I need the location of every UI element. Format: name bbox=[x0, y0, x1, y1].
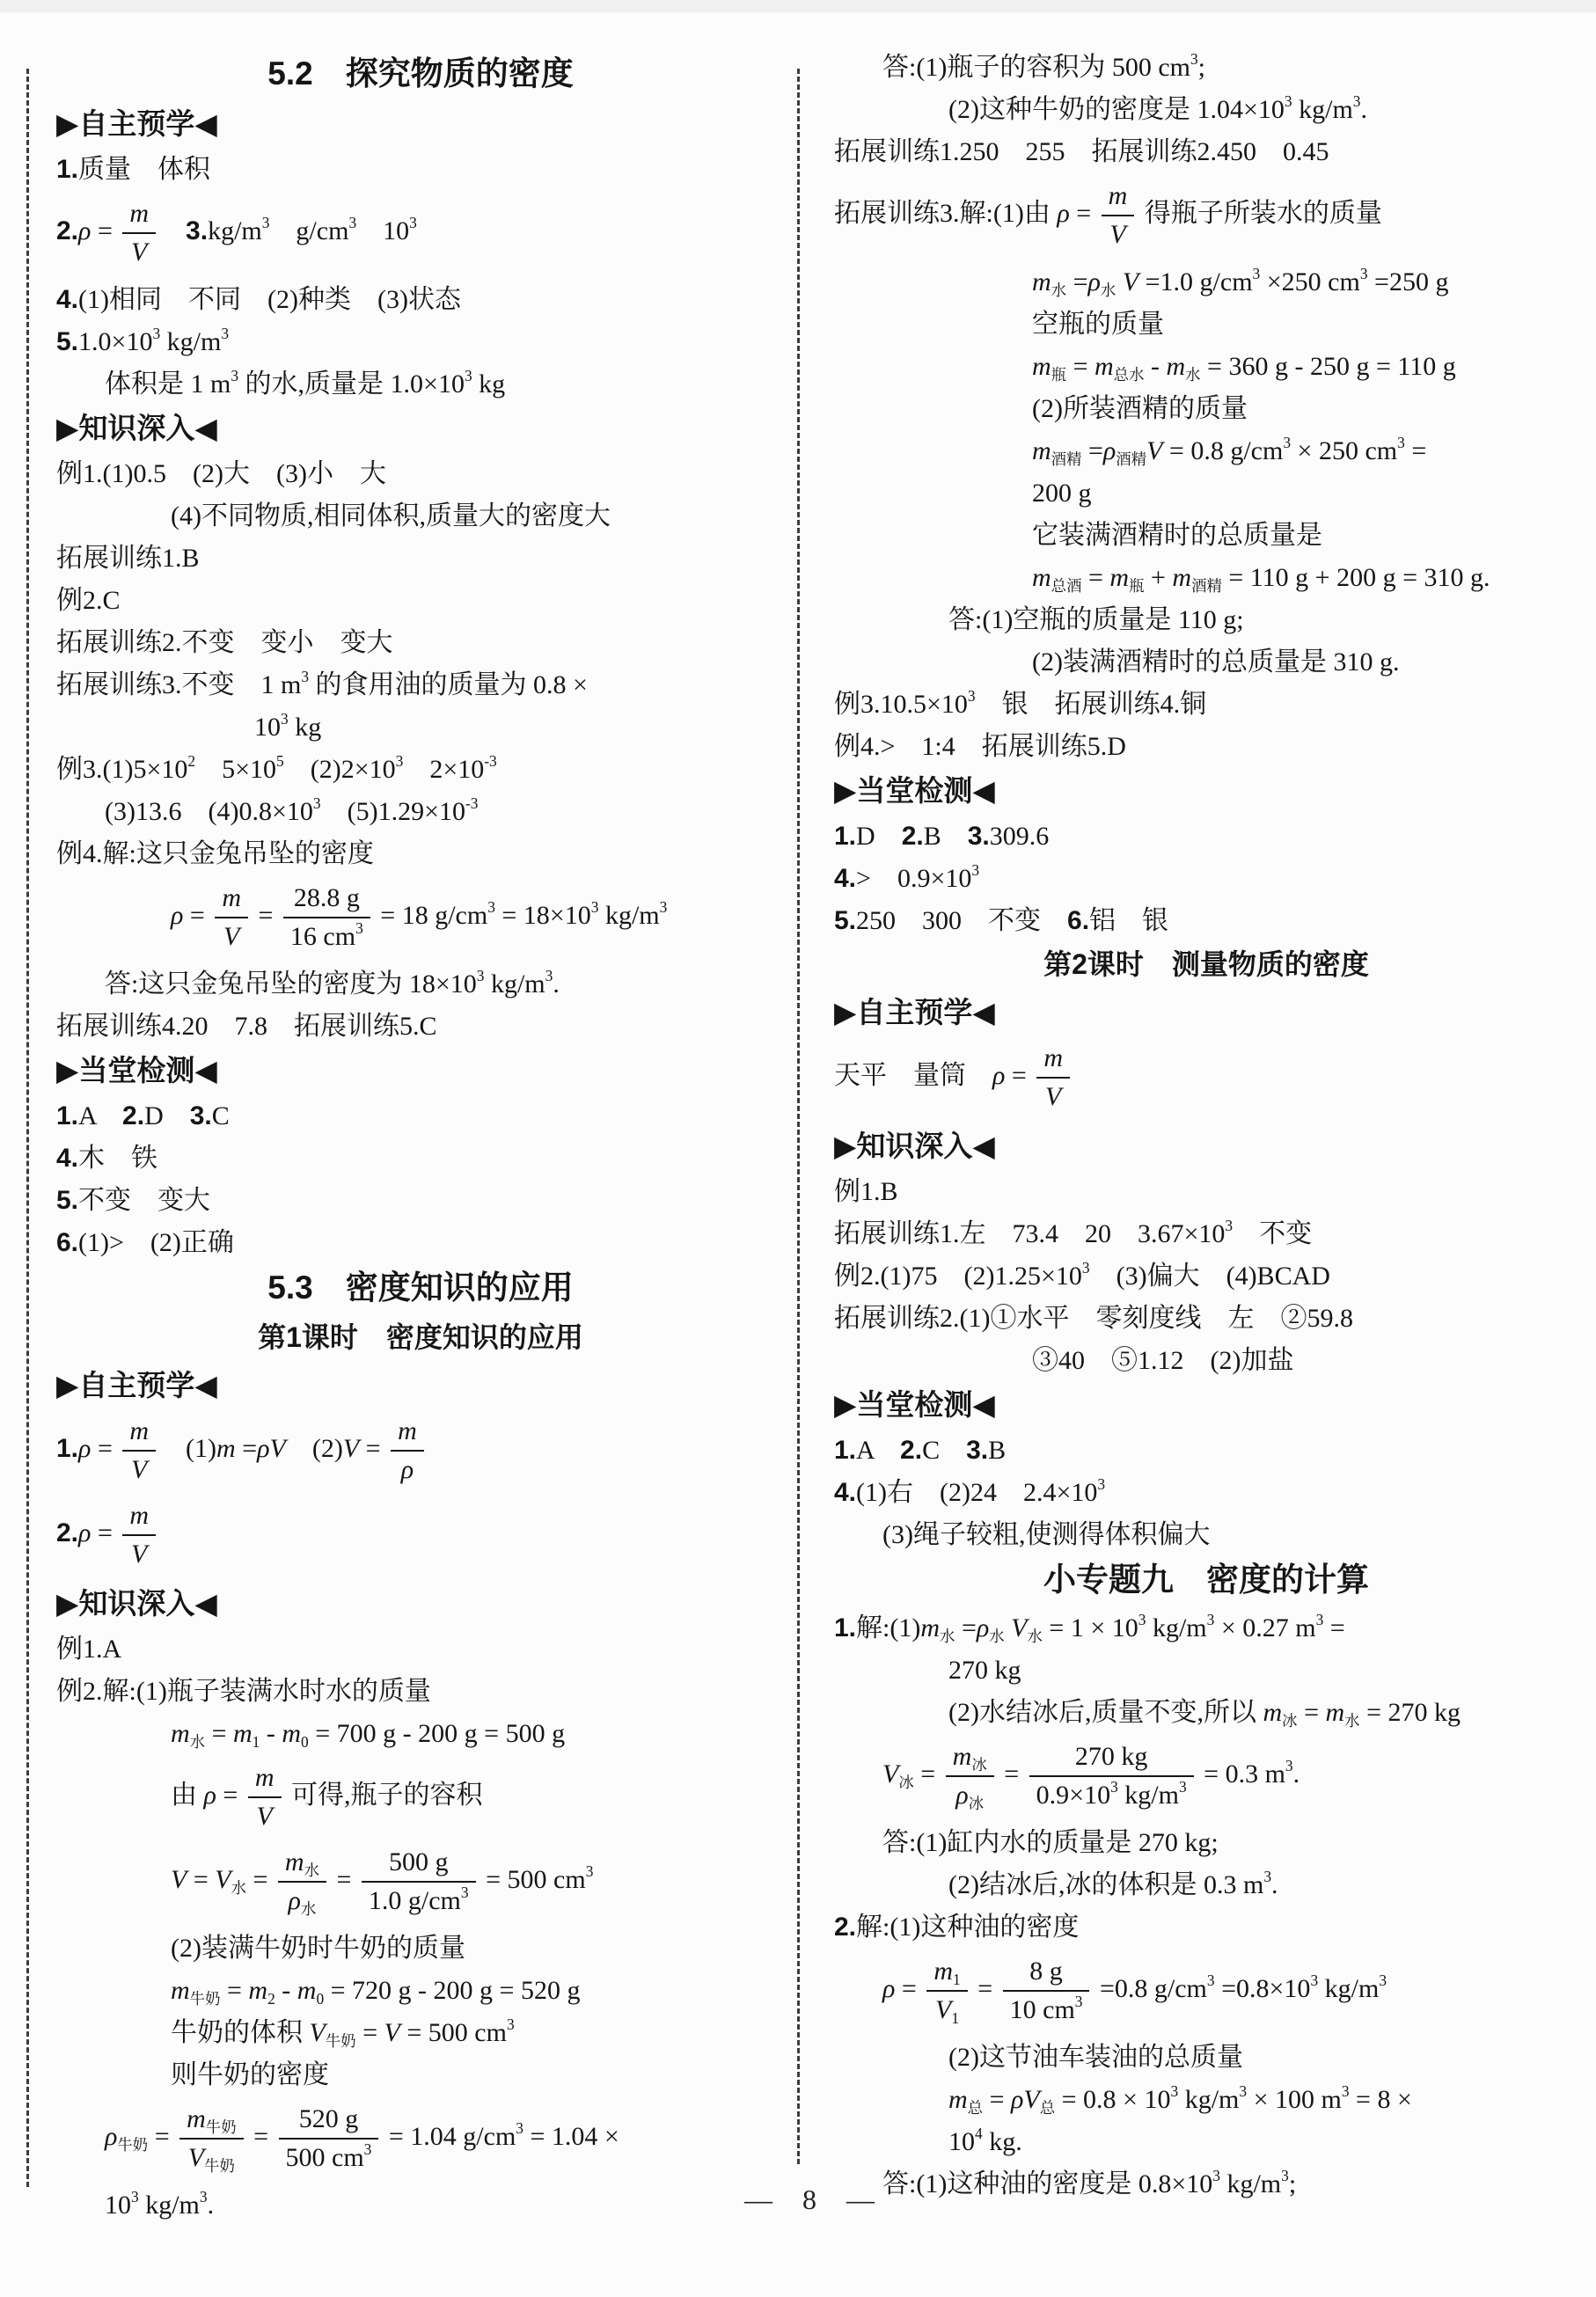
section-marker: ▶自主预学◀ bbox=[56, 1369, 217, 1401]
answer-line: $5.1.0\times 10^3$ $kg/m^3$ bbox=[56, 324, 230, 356]
answer-line: 拓展训练1.250 255 拓展训练2.450 0.45 bbox=[834, 137, 1329, 166]
fraction: $\frac{m}{V}$ bbox=[248, 1761, 282, 1833]
section-marker: ▶知识深入◀ bbox=[56, 412, 217, 444]
fraction: $\frac{m}{V}$ bbox=[122, 197, 156, 269]
formula-line: 2.ρ = $\frac{m}{V}$ $3.kg/m^3$ $g/cm^3$ $10^3$ bbox=[56, 197, 785, 269]
section-heading: 5.3 密度知识的应用 bbox=[267, 1269, 574, 1306]
section-marker: ▶当堂检测◀ bbox=[834, 1388, 995, 1421]
answer-line: (2)装满酒精时的总质量是 310 g. bbox=[1032, 647, 1400, 677]
answer-line: 例$3.(1)5\times 10^2$ $5\times 10^5$ $(2)2\times 10^3$ $2\times 10^{-3}$ bbox=[56, 751, 497, 784]
lesson-subheading: 第2课时 测量物质的密度 bbox=[1043, 948, 1369, 980]
formula-line: ρ = $\frac{m}{V}$ = $\frac{28.8 g}{16 cm^3}$ = 18 $g/cm^3 = 18\times 10^3$ $kg/m^3$ bbox=[56, 881, 785, 954]
formula-line: ρ = $\frac{m_1}{V_1}$ = $\frac{8 g}{10 cm^3}$ =0.8 $g/cm^3 =0.8\times 10^3$ $kg/m^3$ bbox=[882, 1957, 1387, 2028]
fraction: $\frac{m_水}{\rho_水}$ bbox=[278, 1846, 326, 1918]
fraction: $\frac{m}{V}$ bbox=[215, 881, 248, 954]
answer-line: 体积是 1 $m^3$ 的水,质量是 $1.0\times 10^3$ kg bbox=[105, 366, 506, 399]
answer-line: 1.质量 体积 bbox=[56, 155, 211, 184]
lesson-subheading: 第1课时 密度知识的应用 bbox=[258, 1321, 583, 1353]
answer-line: 1.D 2.B 3.309.6 bbox=[834, 822, 1050, 851]
fraction: $\frac{m}{V}$ bbox=[122, 1415, 156, 1487]
answer-line: (2)水结冰后,质量不变,所以 $m_冰 = m_水 = 270$ kg bbox=[948, 1698, 1461, 1730]
answer-line: 拓展训练3.不变 1 $m^3$ 的食用油的质量为 0.8 × bbox=[56, 667, 588, 699]
answer-line: ③40 ⑤1.12 (2)加盐 bbox=[1032, 1346, 1294, 1375]
answer-line: $m_{总酒} = m_瓶 + m_{酒精} = 110$ g + 200 g = 310 g. bbox=[1032, 563, 1490, 596]
section-heading: 5.2 探究物质的密度 bbox=[267, 55, 574, 91]
answer-line: 例1.B bbox=[834, 1177, 898, 1206]
answer-line: 1.A 2.C 3.B bbox=[834, 1436, 1007, 1465]
fraction: $\frac{m}{\rho}$ bbox=[391, 1415, 424, 1487]
fraction: $\frac{28.8 g}{16 cm^3}$ bbox=[283, 881, 370, 954]
section-marker: ▶知识深入◀ bbox=[834, 1130, 995, 1162]
fraction: $\frac{m}{V}$ bbox=[1036, 1042, 1070, 1114]
answer-line: $10^4$ kg. bbox=[948, 2124, 1022, 2156]
answer-line: 1.A 2.D 3.C bbox=[56, 1101, 230, 1130]
answer-line: 例$3.10.5\times 10^3$ 银 拓展训练4.铜 bbox=[834, 686, 1207, 719]
fraction: $\frac{520 g}{500 cm^3}$ bbox=[279, 2103, 379, 2175]
answer-line: (3)绳子较粗,使测得体积偏大 bbox=[882, 1520, 1211, 1549]
formula-line: $V_冰$ = $\frac{m_冰}{\rho_冰}$ = $\frac{270 kg}{0.9\times 10^3 kg/m^3}$ = 0.3 $m^3$. bbox=[882, 1742, 1300, 1813]
answer-line: $10^3$ kg bbox=[254, 709, 322, 742]
answer-line: (2)结冰后,冰的体积是 0.3 $m^3$. bbox=[948, 1867, 1278, 1899]
answer-line: 拓展训练2.(1)①水平 零刻度线 左 ②59.8 bbox=[834, 1304, 1353, 1333]
answer-line: 则牛奶的密度 bbox=[171, 2060, 329, 2089]
fraction: $\frac{270 kg}{0.9\times 10^3 kg/m^3}$ bbox=[1029, 1740, 1194, 1812]
answer-line: $m_瓶 = m_{总水} - m_水 = 360$ g - 250 g = 110 g bbox=[1032, 352, 1456, 384]
answer-line: 6.(1)> (2)正确 bbox=[56, 1228, 234, 1257]
answer-line: 例2.(1)75 $(2)1.25\times 10^3$ (3)偏大 (4)BCAD bbox=[834, 1258, 1330, 1291]
answer-line: (2)装满牛奶时牛奶的质量 bbox=[171, 1934, 465, 1963]
answer-line: 拓展训练1.B bbox=[56, 544, 200, 573]
formula-line: 拓展训练3.解:(1)由 ρ = $\frac{m}{V}$ 得瓶子所装水的质量 bbox=[834, 179, 1578, 252]
answer-line: 5.不变 变大 bbox=[56, 1186, 211, 1215]
answer-line: (3)13.6 $(4)0.8\times 10^3$ $(5)1.29\times 10^{-3}$ bbox=[105, 794, 479, 826]
formula-line: 2.ρ = $\frac{m}{V}$ bbox=[56, 1499, 785, 1571]
answer-line: 2.解:(1)这种油的密度 bbox=[834, 1913, 1080, 1942]
left-column bbox=[56, 49, 785, 2229]
section-marker: ▶自主预学◀ bbox=[834, 996, 995, 1028]
answer-line: 例1.(1)0.5 (2)大 (3)小 大 bbox=[56, 459, 386, 488]
answer-line: 答:这只金兔吊坠的密度为 $18\times 10^3$ $kg/m^3$. bbox=[105, 966, 560, 999]
answer-line: 答:(1)瓶子的容积为 500 $cm^3$; bbox=[882, 49, 1206, 82]
answer-line: $m_水 =\rho_水$ V =1.0 $g/cm^3 \times 250$ $cm^3 =250$ g bbox=[1032, 264, 1449, 300]
answer-line: $m_水 = m_1 - m_0 = 700$ g - 200 g = 500 g bbox=[171, 1719, 566, 1752]
answer-line: 4.木 铁 bbox=[56, 1144, 158, 1173]
answer-line: $m_总 = \rho V_总 = 0.8 \times 10^3$ $kg/m^3 \times 100$ $m^3 = 8$ × bbox=[948, 2081, 1412, 2118]
section-heading: 小专题九 密度的计算 bbox=[1043, 1562, 1369, 1598]
answer-line: $10^3$ $kg/m^3$. bbox=[105, 2187, 215, 2220]
fraction: $\frac{m}{V}$ bbox=[1102, 179, 1135, 252]
section-marker: ▶当堂检测◀ bbox=[56, 1054, 217, 1086]
answer-line: 5.250 300 不变 6.铝 银 bbox=[834, 906, 1169, 935]
section-marker: ▶当堂检测◀ bbox=[834, 774, 995, 807]
right-column bbox=[834, 49, 1578, 2208]
formula-line: 1.ρ = $\frac{m}{V}$ (1)m =ρV (2)V = $\frac{m}{\rho}$ bbox=[56, 1415, 785, 1487]
answer-line: 拓展训练2.不变 变小 变大 bbox=[56, 628, 393, 657]
answer-line: (2)这种牛奶的密度是 $1.04\times 10^3$ $kg/m^3$. bbox=[948, 91, 1367, 124]
answer-line: 它装满酒精时的总质量是 bbox=[1032, 521, 1322, 550]
formula-line: 由 ρ = $\frac{m}{V}$ 可得,瓶子的容积 bbox=[56, 1761, 785, 1833]
answer-line: $m_{牛奶} = m_2 - m_0 = 720$ g - 200 g = 520 g bbox=[171, 1976, 581, 2008]
scan-artifact-band bbox=[0, 0, 1596, 12]
answer-line: (4)不同物质,相同体积,质量大的密度大 bbox=[171, 501, 611, 530]
answer-line: 4.> $0.9\times 10^3$ bbox=[834, 860, 980, 893]
answer-line: 例1.A bbox=[56, 1635, 122, 1664]
answer-line: 4.(1)相同 不同 (2)种类 (3)状态 bbox=[56, 285, 461, 314]
answer-line: $m_{酒精} =\rho_{酒精}V = 0.8$ $g/cm^3 \times 250$ $cm^3$ = bbox=[1032, 433, 1427, 469]
formula-line: $\rho_{牛奶}$ = $\frac{m_{牛奶}}{V_{牛奶}}$ = $\frac{520 g}{500 cm^3}$ = 1.04 $g/cm^3 = 1.04$ × bbox=[105, 2104, 619, 2176]
section-marker: ▶知识深入◀ bbox=[56, 1587, 217, 1620]
column-divider bbox=[797, 69, 800, 2164]
fraction: $\frac{m}{V}$ bbox=[122, 1499, 156, 1571]
answer-line: 空瓶的质量 bbox=[1032, 310, 1164, 339]
answer-line: 例2.C bbox=[56, 586, 121, 615]
answer-line: (2)这节油车装油的总质量 bbox=[948, 2043, 1243, 2072]
fraction: $\frac{500 g}{1.0 g/cm^3}$ bbox=[362, 1846, 476, 1918]
answer-line: 答:(1)这种油的密度是 $0.8\times 10^3$ $kg/m^3$; bbox=[882, 2166, 1297, 2198]
fraction: $\frac{m_1}{V_1}$ bbox=[926, 1955, 967, 2027]
answer-line: 答:(1)空瓶的质量是 110 g; bbox=[948, 605, 1244, 634]
fraction: $\frac{m_{牛奶}}{V_{牛奶}}$ bbox=[179, 2103, 243, 2175]
answer-line: 例4.解:这只金兔吊坠的密度 bbox=[56, 839, 374, 868]
answer-line: 例4.> 1:4 拓展训练5.D bbox=[834, 732, 1126, 761]
fraction: $\frac{m_冰}{\rho_冰}$ bbox=[946, 1740, 994, 1812]
fraction: $\frac{8 g}{10 cm^3}$ bbox=[1003, 1955, 1090, 2027]
answer-line: 4.(1)右 (2)24 $2.4\times 10^3$ bbox=[834, 1474, 1106, 1507]
answer-line: (2)所装酒精的质量 bbox=[1032, 394, 1248, 423]
answer-line: 拓展训练4.20 7.8 拓展训练5.C bbox=[56, 1012, 437, 1041]
answer-line: 1.解$:(1)m_水 =\rho_水$ $V_水 = 1 \times 10^3$ $kg/m^3 \times 0.27$ $m^3$ = bbox=[834, 1610, 1345, 1646]
answer-line: 牛奶的体积 $V_{牛奶} = V = 500$ $cm^3$ bbox=[171, 2015, 515, 2051]
formula-line: $V = V_水$ = $\frac{m_水}{\rho_水}$ = $\frac{500 g}{1.0 g/cm^3}$ = 500 $cm^3$ bbox=[171, 1847, 594, 1919]
formula-line: 天平 量筒 ρ = $\frac{m}{V}$ bbox=[834, 1042, 1578, 1114]
answer-line: 270 kg bbox=[948, 1656, 1021, 1685]
answer-line: 答:(1)缸内水的质量是 270 kg; bbox=[882, 1828, 1219, 1857]
left-margin-dashed-line bbox=[26, 69, 29, 2187]
section-marker: ▶自主预学◀ bbox=[56, 107, 217, 140]
answer-line: 例2.解:(1)瓶子装满水时水的质量 bbox=[56, 1677, 431, 1706]
answer-line: 200 g bbox=[1032, 479, 1092, 508]
answer-line: 拓展训练1.左 73.4 20 $3.67\times 10^3$ 不变 bbox=[834, 1216, 1313, 1248]
page-number: — 8 — bbox=[744, 2184, 875, 2215]
